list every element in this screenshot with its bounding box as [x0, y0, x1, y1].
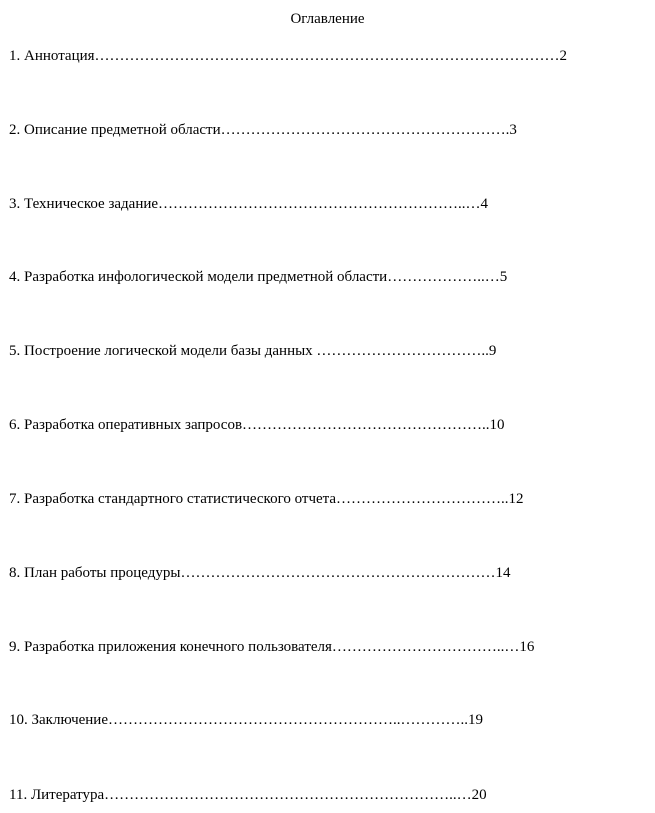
- toc-entry: 1. Аннотация…………………………………………………………………………………2: [9, 48, 568, 64]
- toc-entry: 11. Литература……………………………………………………………..…20: [9, 787, 487, 803]
- toc-entry: 8. План работы процедуры………………………………………………………14: [9, 565, 511, 581]
- toc-entry: 3. Техническое задание……………………………………………………..…4: [9, 196, 489, 212]
- toc-entry: 6. Разработка оперативных запросов…………………………………………..10: [9, 417, 505, 433]
- toc-entry: 9. Разработка приложения конечного пользователя……………………………..…16: [9, 639, 535, 655]
- toc-entry: 10. Заключение…………………………………………………..…………..19: [9, 712, 483, 728]
- toc-heading: Оглавление: [290, 11, 365, 27]
- toc-entry: 2. Описание предметной области………………………………………………….3: [9, 122, 517, 138]
- toc-entry: 7. Разработка стандартного статистического отчета……………………………..12: [9, 491, 524, 507]
- toc-entry: 4. Разработка инфологической модели предметной области………………..…5: [9, 269, 508, 285]
- toc-entry: 5. Построение логической модели базы данных ……………………………..9: [9, 343, 497, 359]
